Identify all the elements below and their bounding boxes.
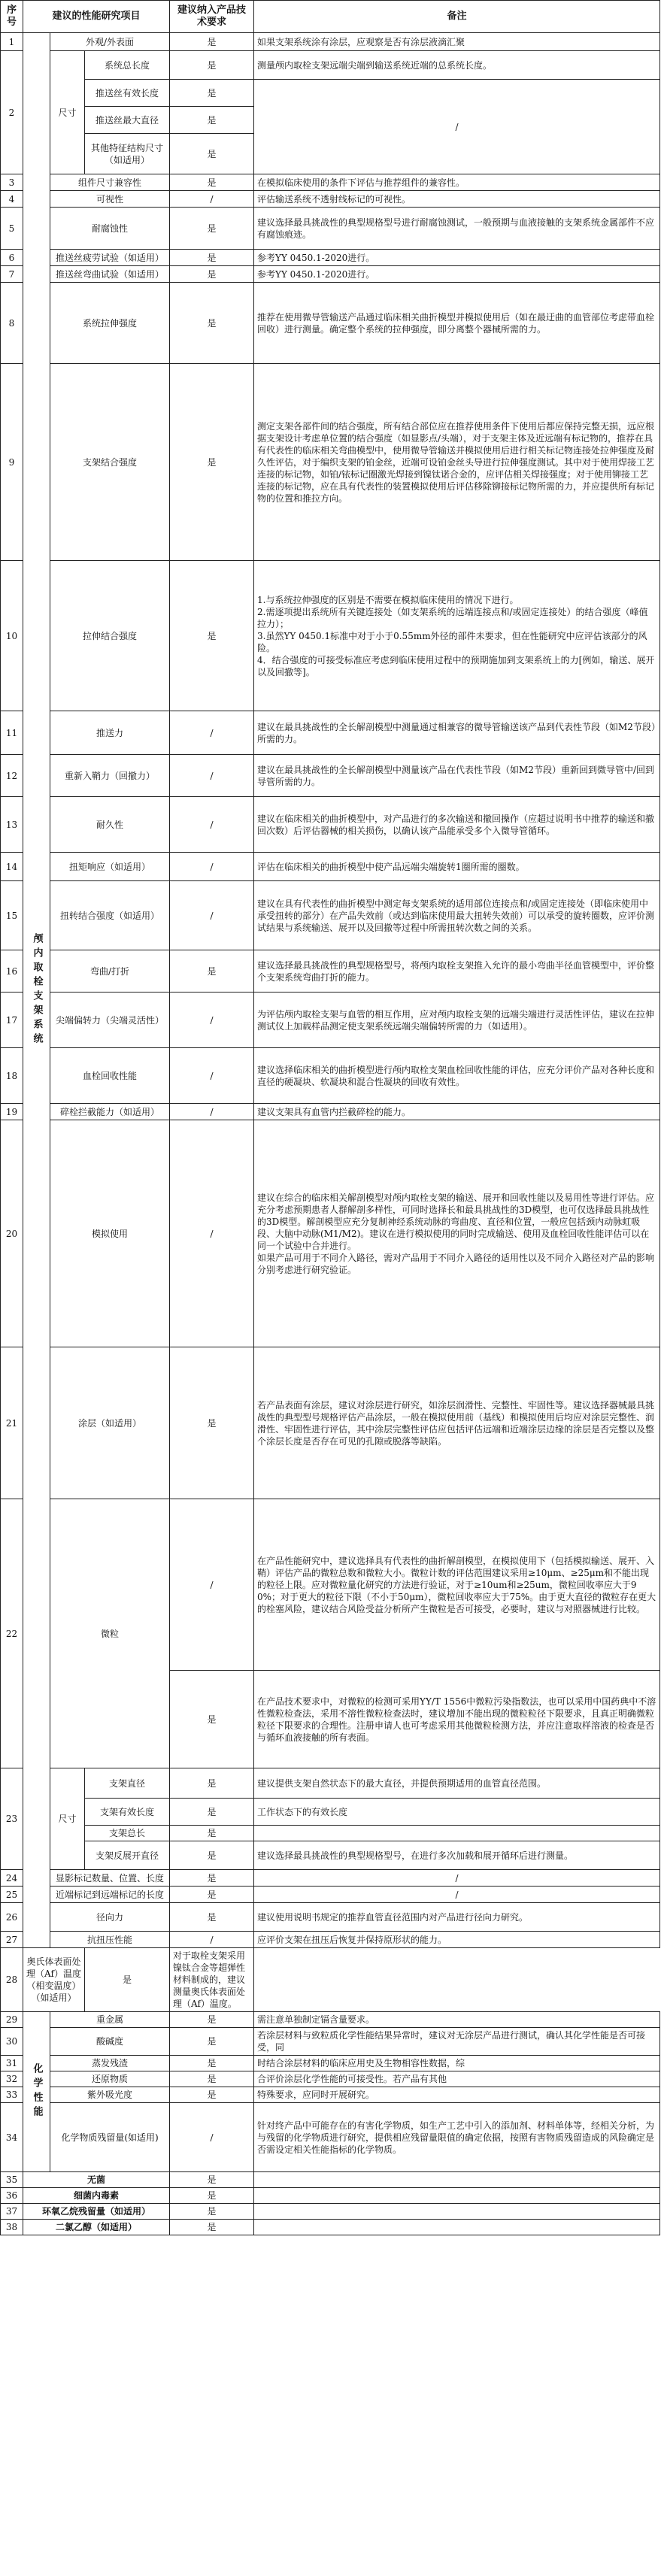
row-remark: 建议选择最具挑战性的典型规格型号进行耐腐蚀测试，一般预期与血液接触的支架系统金属部件不应有腐蚀痕迹。 <box>254 208 660 250</box>
table-row <box>1 881 660 950</box>
row-required: / <box>170 797 254 853</box>
row-required: 是 <box>170 80 254 107</box>
row-item: 推送丝最大直径 <box>85 107 170 134</box>
row-item: 环氧乙烷残留量（如适用） <box>23 2204 170 2220</box>
row-item: 推送丝弯曲试验（如适用） <box>50 266 170 283</box>
row-item: 推送丝疲劳试验（如适用） <box>50 250 170 266</box>
table-row <box>1 191 660 208</box>
row-number: 24 <box>1 1870 23 1887</box>
row-item: 尖端偏转力（尖端灵活性） <box>50 993 170 1048</box>
table-row <box>1 2071 660 2087</box>
row-remark: 若涂层材料与致粒质化学性能结果异常时，建议对无涂层产品进行测试，确认其化学性能是否可接受，同 <box>254 2028 660 2056</box>
row-remark: / <box>254 1870 660 1887</box>
row-required: 是 <box>170 1870 254 1887</box>
row-number: 8 <box>1 283 23 364</box>
row-required: 是 <box>170 561 254 711</box>
row-number: 28 <box>1 1948 23 2012</box>
row-number: 4 <box>1 191 23 208</box>
row-required: / <box>170 2103 254 2172</box>
row-item: 支架直径 <box>85 1768 170 1799</box>
row-required: / <box>170 993 254 1048</box>
row-item: 细菌内毒素 <box>23 2188 170 2204</box>
row-number: 12 <box>1 755 23 797</box>
row-item: 显影标记数量、位置、长度 <box>50 1870 170 1887</box>
row-remark: 特殊要求，应同时开展研究。 <box>254 2087 660 2103</box>
row-item: 支架有效长度 <box>85 1799 170 1826</box>
row-number: 11 <box>1 711 23 755</box>
table-row <box>1 364 660 561</box>
row-number: 18 <box>1 1048 23 1104</box>
row-number: 3 <box>1 174 23 191</box>
row-remark: 若产品表面有涂层，建议对涂层进行研究，如涂层润滑性、完整性、牢固性等。建议选择器械最具挑战性的典型型号规格评估产品涂层，一般在模拟使用前（基线）和模拟使用后均应对涂层完整性、润滑性、牢固性进行评估，其中涂层完整性评估应包括评估远端和近端涂层边缘的涂层是否完整以及整个涂层长度是否存在可见的孔隙或脱落等缺陷。 <box>254 1347 660 1499</box>
row-required: 是 <box>170 1841 254 1870</box>
row-remark: 建议支架具有血管内拦截碎栓的能力。 <box>254 1104 660 1120</box>
row-item: 径向力 <box>50 1903 170 1932</box>
row-item: 重金属 <box>50 2012 170 2028</box>
row-item: 蒸发残渣 <box>50 2056 170 2071</box>
row-item: 推送丝有效长度 <box>85 80 170 107</box>
row-item: 碎栓拦截能力（如适用） <box>50 1104 170 1120</box>
row-remark: 评估在临床相关的曲折模型中使产品远端尖端旋转1圈所需的圈数。 <box>254 853 660 881</box>
row-remark <box>254 2220 660 2235</box>
row-required: / <box>170 1499 254 1671</box>
row-number: 14 <box>1 853 23 881</box>
table-row <box>1 2028 660 2056</box>
row-required: / <box>170 1104 254 1120</box>
row-number: 31 <box>1 2056 23 2071</box>
row-required: 是 <box>170 2087 254 2103</box>
row-number: 36 <box>1 2188 23 2204</box>
row-required: 是 <box>85 1948 170 2012</box>
table-row <box>1 1799 660 1826</box>
row-number: 27 <box>1 1932 23 1948</box>
row-number: 13 <box>1 797 23 853</box>
row-required: 是 <box>170 2172 254 2188</box>
row-item: 模拟使用 <box>50 1120 170 1347</box>
row-number: 16 <box>1 950 23 993</box>
row-required: 是 <box>170 107 254 134</box>
row-required: 是 <box>170 1671 254 1768</box>
table-row <box>1 283 660 364</box>
table-row <box>1 2188 660 2204</box>
row-item: 扭矩响应（如适用） <box>50 853 170 881</box>
row-number: 20 <box>1 1120 23 1347</box>
row-item: 化学物质残留量(如适用) <box>50 2103 170 2172</box>
row-item: 支架反展开直径 <box>85 1841 170 1870</box>
row-required: 是 <box>170 2071 254 2087</box>
row-remark: 建议在综合的临床相关解剖模型对颅内取栓支架的输送、展开和回收性能以及易用性等进行评估。应充分考虑预期患者人群解剖多样性，可同时选择长和最具挑战性的3D模型，也可仅选择最具挑战性的3D模型。解剖模型应充分复制神经系统动脉的弯曲度、直径和位置，一般应包括颈内动脉虹吸段、大脑中动脉(M1/M2)。建议在进行模拟使用的同时完成输送、使用及血栓回收性能评估可以在同一个试验中合并进行。 如果产品可用于不同介入路径，需对产品用于不同介入路径的适用性以及不同介入路径对产品的影响分别考虑进行研究验证。 <box>254 1120 660 1347</box>
header-remark: 备注 <box>254 1 660 33</box>
row-number: 19 <box>1 1104 23 1120</box>
row-remark: 参考YY 0450.1-2020进行。 <box>254 250 660 266</box>
row-remark: 建议选择最具挑战性的典型规格型号，在进行多次加载和展开循环后进行测量。 <box>254 1841 660 1870</box>
row-item: 扭转结合强度（如适用） <box>50 881 170 950</box>
row-number: 1 <box>1 33 23 51</box>
row-remark: 如果支架系统涂有涂层，应观察是否有涂层液滴汇聚 <box>254 33 660 51</box>
row-remark <box>254 2204 660 2220</box>
table-row <box>1 174 660 191</box>
row-remark: 建议在最具挑战性的全长解剖模型中测量该产品在代表性节段（如M2节段）重新回到微导管中/回到导管所需的力。 <box>254 755 660 797</box>
row-number: 6 <box>1 250 23 266</box>
row-required: / <box>170 1048 254 1104</box>
row-remark: / <box>254 80 660 174</box>
row-item: 紫外吸光度 <box>50 2087 170 2103</box>
row-number: 29 <box>1 2012 23 2028</box>
row-remark: 需注意单独制定镉含量要求。 <box>254 2012 660 2028</box>
table-row <box>1 1887 660 1903</box>
row-item: 系统总长度 <box>85 51 170 80</box>
row-required: / <box>170 1120 254 1347</box>
row-remark: 评估输送系统不透射线标记的可视性。 <box>254 191 660 208</box>
table-row <box>1 1903 660 1932</box>
table-row <box>1 1768 660 1799</box>
row-required: 是 <box>170 1347 254 1499</box>
table-row <box>1 1104 660 1120</box>
row-remark: 应评价支架在扭压后恢复并保持原形状的能力。 <box>254 1932 660 1948</box>
row-number: 30 <box>1 2028 23 2056</box>
table-row <box>1 1120 660 1347</box>
row-required: / <box>170 1932 254 1948</box>
row-remark <box>254 2188 660 2204</box>
row-number: 37 <box>1 2204 23 2220</box>
row-number: 34 <box>1 2103 23 2172</box>
row-required: 是 <box>170 1768 254 1799</box>
row-remark: 合评价涂层化学性能的可接受性。若产品有其他 <box>254 2071 660 2087</box>
table-row <box>1 1948 660 2012</box>
row-required: 是 <box>170 250 254 266</box>
row-required: 是 <box>170 2056 254 2071</box>
row-item: 支架结合强度 <box>50 364 170 561</box>
row-remark <box>254 2172 660 2188</box>
row-remark: 建议在最具挑战性的全长解剖模型中测量通过相兼容的微导管输送该产品到代表性节段（如M2节段）所需的力。 <box>254 711 660 755</box>
row-remark: 在模拟临床使用的条件下评估与推荐组件的兼容性。 <box>254 174 660 191</box>
row-item: 血栓回收性能 <box>50 1048 170 1104</box>
row-number: 2 <box>1 51 23 174</box>
header-seq: 序号 <box>1 1 23 33</box>
row-required: / <box>170 191 254 208</box>
table-row <box>1 561 660 711</box>
row-item: 耐腐蚀性 <box>50 208 170 250</box>
row-required: 是 <box>170 950 254 993</box>
header-item: 建议的性能研究项目 <box>23 1 170 33</box>
row-number: 35 <box>1 2172 23 2188</box>
row-item: 近端标记到远端标记的长度 <box>50 1887 170 1903</box>
row-number: 21 <box>1 1347 23 1499</box>
row-remark: 1.与系统拉伸强度的区别是不需要在模拟临床使用的情况下进行。 2.需逐项提出系统所有关键连接处（如支架系统的远端连接点和/或固定连接处）的结合强度（峰值拉力）； 3.虽然YY 0450.1标准中对于小于0.55mm外径的部件未要求，但在性能研究中应评估该部分的风险。 4．结合强度的可接受标准应考虑到临床使用过程中的预期施加到支架系统上的力[例如，输送、展开以及回撤等]。 <box>254 561 660 711</box>
table-row <box>1 797 660 853</box>
row-item: 涂层（如适用） <box>50 1347 170 1499</box>
row-item: 拉伸结合强度 <box>50 561 170 711</box>
table-row <box>1 755 660 797</box>
row-remark: 针对终产品中可能存在的有害化学物质，如生产工艺中引入的添加剂、材料单体等，经相关分析，为与残留的化学物质进行研究，提供相应残留量限值的确定依据，按照有害物质残留造成的风险确定是否需设定相关性能指标的化学物质。 <box>254 2103 660 2172</box>
row-required: 是 <box>170 1887 254 1903</box>
row-item: 奥氏体表面处理（Af）温度（相变温度）（如适用） <box>23 1948 85 2012</box>
row-remark: 时结合涂层材料的临床应用史及生物相容性数据，综 <box>254 2056 660 2071</box>
table-row <box>1 1048 660 1104</box>
row-required: 是 <box>170 2204 254 2220</box>
row-remark: 建议提供支架自然状态下的最大直径，并提供预期适用的血管直径范围。 <box>254 1768 660 1799</box>
row-required: 是 <box>170 1903 254 1932</box>
row-required: / <box>170 881 254 950</box>
row-item: 酸碱度 <box>50 2028 170 2056</box>
row-required: 是 <box>170 2220 254 2235</box>
row-number: 38 <box>1 2220 23 2235</box>
table-row <box>1 51 660 80</box>
table-row <box>1 208 660 250</box>
row-required: 是 <box>170 2012 254 2028</box>
row-number: 9 <box>1 364 23 561</box>
row-number: 15 <box>1 881 23 950</box>
row-remark: 推荐在使用微导管输送产品通过临床相关曲折模型并模拟使用后（如在最迂曲的血管部位考虑带血栓回收）进行测量。确定整个系统的拉伸强度，即分离整个器械所需的力。 <box>254 283 660 364</box>
row-number: 23 <box>1 1768 23 1870</box>
row-required: / <box>170 755 254 797</box>
row-item: 其他特征结构尺寸（如适用） <box>85 134 170 174</box>
row-remark: 为评估颅内取栓支架与血管的相互作用，应对颅内取栓支架的远端尖端进行灵活性评估，建议在拉伸测试仪上加载样品测定使支架系统远端尖端偏转所需的力（如适用）。 <box>254 993 660 1048</box>
row-remark: / <box>254 1887 660 1903</box>
row-remark: 建议选择临床相关的曲折模型进行颅内取栓支架血栓回收性能的评估，应充分评价产品对各种长度和直径的硬凝块、软凝块和混合性凝块的回收有效性。 <box>254 1048 660 1104</box>
table-row <box>1 2012 660 2028</box>
row-required: / <box>170 853 254 881</box>
row-remark: 对于取栓支架采用镍钛合金等超弹性材料制成的，建议测量奥氏体表面处理（Af）温度。 <box>170 1948 254 2012</box>
row-remark: 测量颅内取栓支架远端尖端到输送系统近端的总系统长度。 <box>254 51 660 80</box>
row-number: 22 <box>1 1499 23 1768</box>
table-row <box>1 2204 660 2220</box>
row-required: 是 <box>170 1799 254 1826</box>
row-required: 是 <box>170 2188 254 2204</box>
row-required: 是 <box>170 283 254 364</box>
row-remark: 建议使用说明书规定的推荐血管直径范围内对产品进行径向力研究。 <box>254 1903 660 1932</box>
table-row <box>1 853 660 881</box>
table-row <box>1 2220 660 2235</box>
row-item: 支架总长 <box>85 1826 170 1841</box>
table-row <box>1 2172 660 2188</box>
row-required: 是 <box>170 51 254 80</box>
row-remark <box>254 1826 660 1841</box>
row-required: 是 <box>170 364 254 561</box>
row-item: 弯曲/打折 <box>50 950 170 993</box>
row-number: 26 <box>1 1903 23 1932</box>
row-number: 7 <box>1 266 23 283</box>
table-row <box>1 1932 660 1948</box>
size-label-stent: 尺寸 <box>50 1768 85 1870</box>
table-row <box>1 950 660 993</box>
row-item: 外观/外表面 <box>50 33 170 51</box>
row-remark: 工作状态下的有效长度 <box>254 1799 660 1826</box>
row-required: 是 <box>170 208 254 250</box>
table-row <box>1 1841 660 1870</box>
row-required: 是 <box>170 33 254 51</box>
table-row <box>1 711 660 755</box>
row-remark: 建议在具有代表性的曲折模型中测定每支架系统的适用部位连接点和/或固定连接处（即临床使用中承受扭转的部分）在产品失效前（或达到临床使用最大扭转失效前）可以承受的旋转圈数，应评价测试结果与系统输送、展开以及回撤等过程中所需扭转次数之间的关系。 <box>254 881 660 950</box>
table-row <box>1 2087 660 2103</box>
row-remark: 在产品技术要求中，对微粒的检测可采用YY/T 1556中微粒污染指数法，也可以采用中国药典中不溶性微粒检查法，采用不溶性微粒检查法时，建议增加不能出现的微粒粒径下限要求，且真正明确微粒粒径下限要求的合理性。注册申请人也可考虑采用其他微粒检测方法，并应注意取样溶液的检查是否与循环血液接触的所有表面。 <box>254 1671 660 1768</box>
table-row <box>1 1347 660 1499</box>
table-row <box>1 33 660 51</box>
row-item: 系统拉伸强度 <box>50 283 170 364</box>
row-required: / <box>170 711 254 755</box>
row-item: 无菌 <box>23 2172 170 2188</box>
row-remark: 在产品性能研究中，建议选择具有代表性的曲折解剖模型，在模拟使用下（包括模拟输送、展开、入鞘）评估产品的微粒总数和微粒大小。微粒计数的评估范围建议采用≥10μm、≥25μm和不能出现的粒径上限。应对微粒量化研究的方法进行验证，对于≥10um和≥25um，微粒回收率应大于90%；对于更大的粒径下限（不小于50μm），微粒回收率应大于75%。由于更大直径的微粒存在更大的栓塞风险，建议结合风险受益分析所产生微粒是否可接受，必要时，建议与对照器械进行比较。 <box>254 1499 660 1671</box>
table-row <box>1 993 660 1048</box>
table-row <box>1 2103 660 2172</box>
table-row <box>1 80 660 107</box>
row-number: 25 <box>1 1887 23 1903</box>
row-number: 5 <box>1 208 23 250</box>
row-required: 是 <box>170 266 254 283</box>
row-item: 抗扭压性能 <box>50 1932 170 1948</box>
row-item: 推送力 <box>50 711 170 755</box>
row-remark: 建议选择最具挑战性的典型规格型号，将颅内取栓支架推入允许的最小弯曲半径血管模型中，评价整个支架系统弯曲打折的能力。 <box>254 950 660 993</box>
table-header-row <box>1 1 660 33</box>
row-item: 组件尺寸兼容性 <box>50 174 170 191</box>
row-required: 是 <box>170 1826 254 1841</box>
header-required: 建议纳入产品技术要求 <box>170 1 254 33</box>
row-number: 10 <box>1 561 23 711</box>
row-required: 是 <box>170 174 254 191</box>
table-row <box>1 1870 660 1887</box>
row-item: 可视性 <box>50 191 170 208</box>
size-label: 尺寸 <box>50 51 85 174</box>
row-item: 还原物质 <box>50 2071 170 2087</box>
row-remark: 测定支架各部件间的结合强度，所有结合部位应在推荐使用条件下使用后都应保持完整无损，远应根据支架设计考虑单位置的结合强度（如显影点/头端），对于支架主体及近远端有标记物的，推荐在具有代表性的临床相关弯曲模型中，使用微导管输送并模拟使用后进行相关标记物连接处拉伸强度及耐久性评估，对于编织支架的铂金丝，近端可设铂金丝头导进行拉伸强度测试。其中对于使用焊接工艺连接的标记物，如铂/铱标记圈激光焊接到镍钛诺合金的，应评估相关焊接强度；对于使用铆接工艺连接的标记物，应在具有代表性的装置模拟使用后评估移除铆接标记物所需的力，并应提供所有标记物的位置和推拉方向。 <box>254 364 660 561</box>
row-number: 33 <box>1 2087 23 2103</box>
row-item: 重新入鞘力（回撤力） <box>50 755 170 797</box>
row-required: 是 <box>170 134 254 174</box>
row-number: 32 <box>1 2071 23 2087</box>
row-item: 二氯乙醇（如适用） <box>23 2220 170 2235</box>
table-row <box>1 250 660 266</box>
row-required: 是 <box>170 2028 254 2056</box>
table-row <box>1 1826 660 1841</box>
group-label-system: 颅内取栓支架系统 <box>23 33 50 1948</box>
table-row <box>1 2056 660 2071</box>
table-row <box>1 266 660 283</box>
row-number: 17 <box>1 993 23 1048</box>
row-item: 耐久性 <box>50 797 170 853</box>
group-label-chem: 化学性能 <box>23 2012 50 2172</box>
table-row <box>1 1499 660 1671</box>
row-remark: 参考YY 0450.1-2020进行。 <box>254 266 660 283</box>
row-remark: 建议在临床相关的曲折模型中，对产品进行的多次输送和撤回操作（应超过说明书中推荐的输送和撤回次数）后评估器械的相关损伤，以确认该产品能承受多个入微导管循环。 <box>254 797 660 853</box>
row-item: 微粒 <box>50 1499 170 1768</box>
